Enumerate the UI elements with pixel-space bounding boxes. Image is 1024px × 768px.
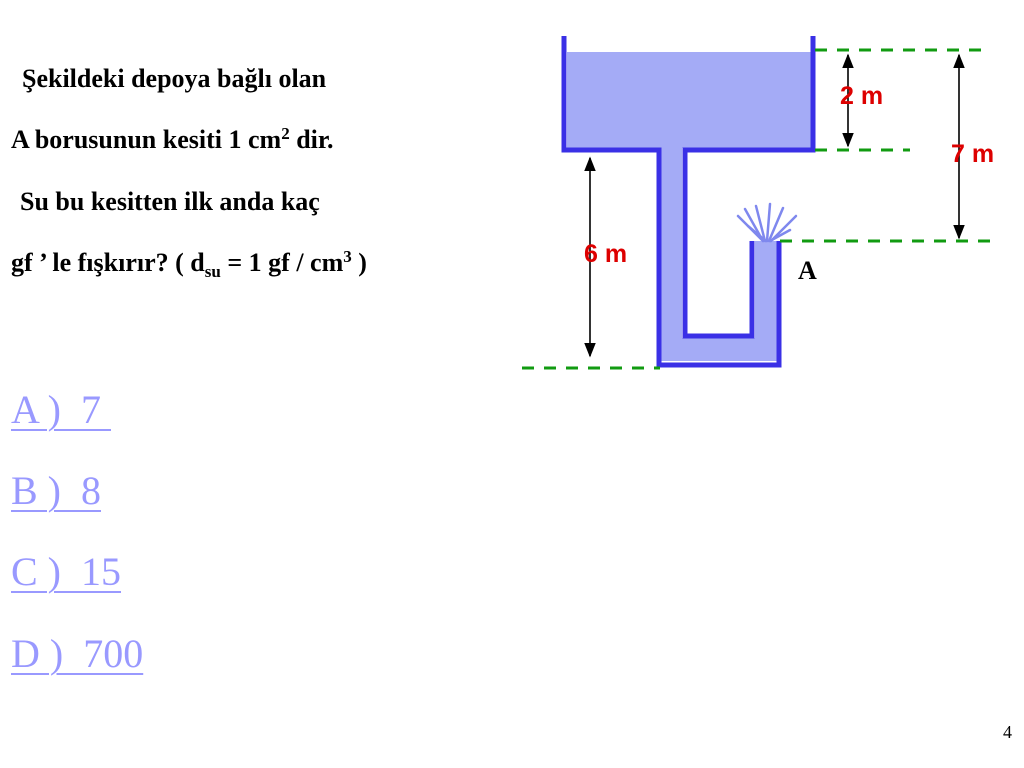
label-6m: 6 m: [584, 240, 628, 268]
label-2m: 2 m: [840, 82, 884, 110]
water-fill: [567, 52, 811, 361]
option-c-link[interactable]: C ) 15: [11, 549, 121, 594]
page-number: 4: [1003, 722, 1012, 742]
question-line-4: gf ’ le fışkırır? ( $d_{su} = 1$ gf / $cm^3$ ): [11, 247, 367, 281]
option-a-link[interactable]: A ) 7: [11, 387, 111, 432]
question-line-3: Su bu kesitten ilk anda kaç: [20, 187, 320, 216]
option-b-link[interactable]: B ) 8: [11, 468, 101, 513]
option-d-link[interactable]: D ) 700: [11, 631, 144, 676]
question-line-1: Şekildeki depoya bağlı olan: [22, 64, 327, 93]
label-a: A: [798, 256, 817, 285]
question-line-2: A borusunun kesiti 1 $cm^2$ dir.: [11, 124, 334, 154]
water-spray-icon: [738, 204, 796, 241]
label-7m: 7 m: [951, 140, 995, 168]
